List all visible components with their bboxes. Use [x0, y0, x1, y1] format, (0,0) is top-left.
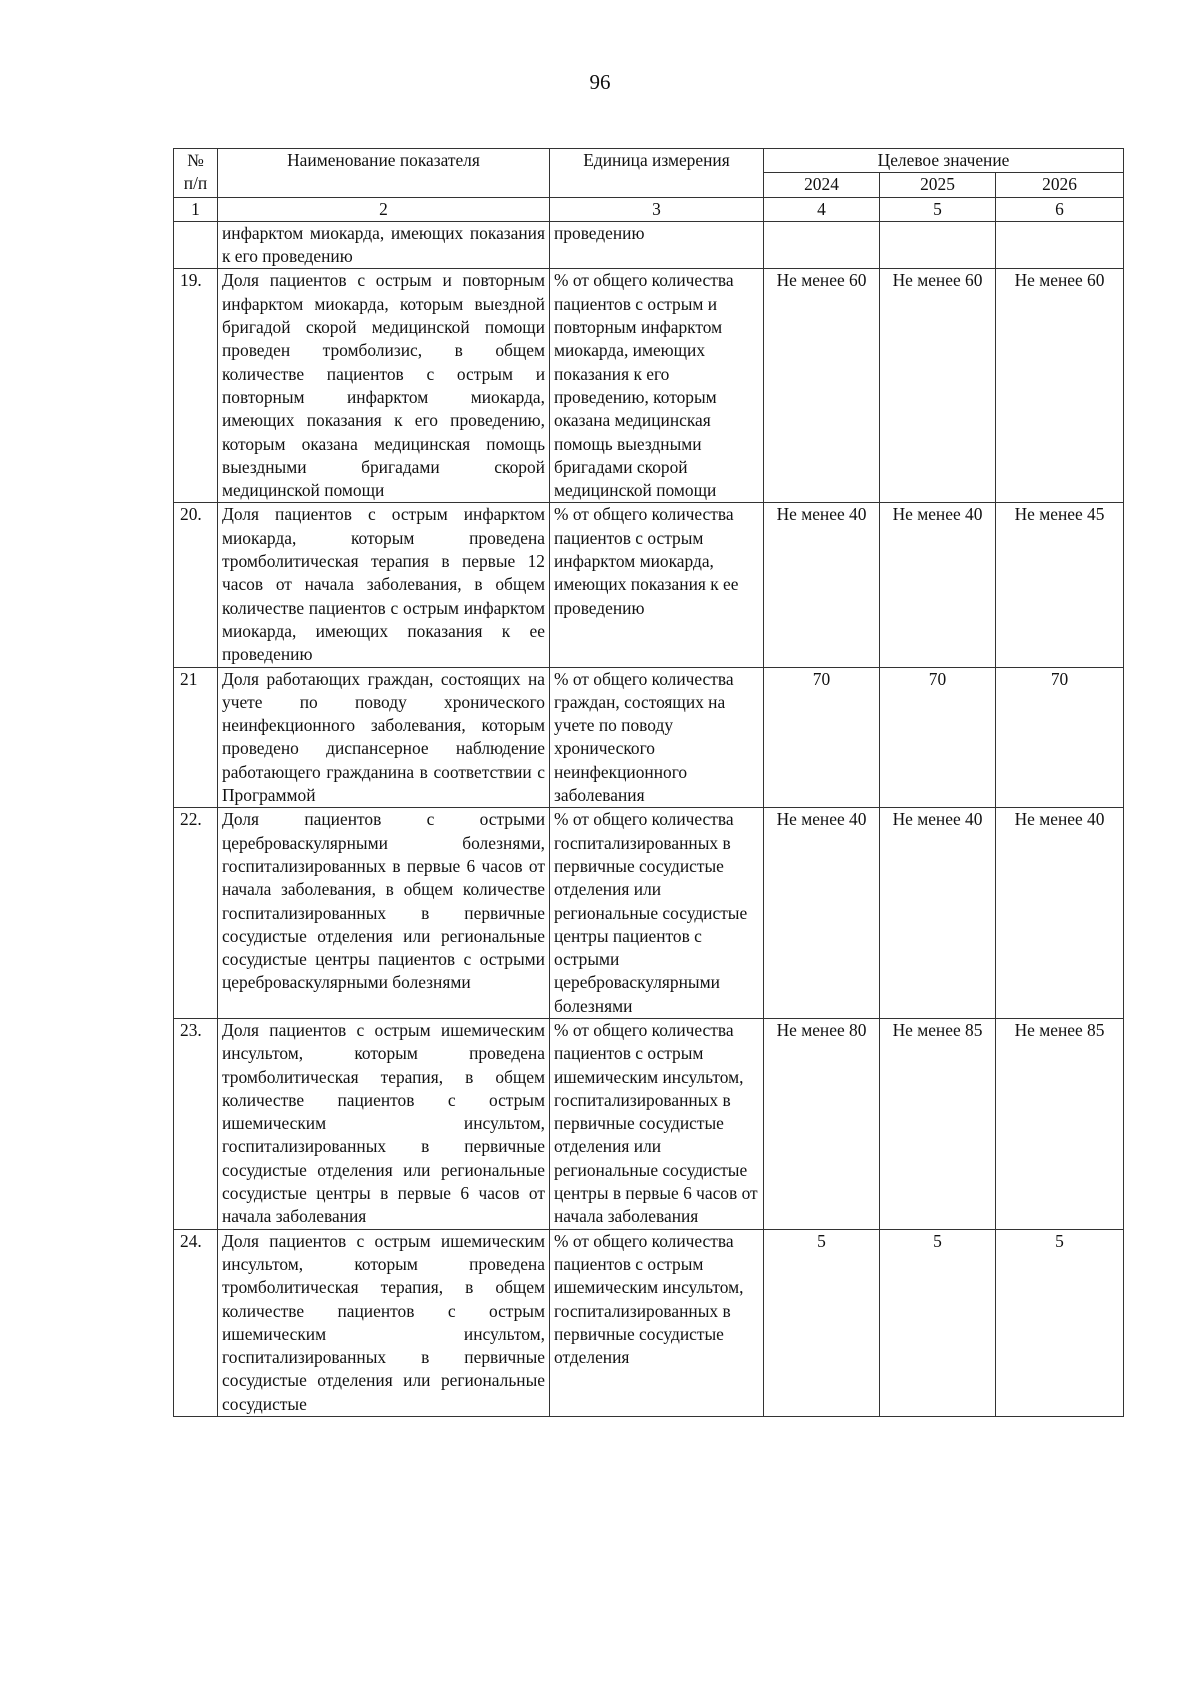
value-2024: Не менее 40	[764, 808, 880, 1019]
indicator-name: Доля пациентов с острым ишемическим инсультом, которым проведена тромболитическая терапия, в общем количестве пациентов с острым ишемическим инсультом, госпитализированных в первичные сосудистые отделения или региональные сосудистые	[218, 1229, 550, 1416]
value-2024: Не менее 60	[764, 269, 880, 503]
value-2025: Не менее 40	[880, 503, 996, 667]
column-index: 6	[996, 197, 1124, 221]
indicator-unit: % от общего количества граждан, состоящих на учете по поводу хронического неинфекционного заболевания	[550, 667, 764, 808]
indicator-unit: % от общего количества пациентов с острым ишемическим инсультом, госпитализированных в первичные сосудистые отделения	[550, 1229, 764, 1416]
value-2024	[764, 221, 880, 269]
row-num: 24.	[174, 1229, 218, 1416]
indicators-table	[173, 148, 1124, 1417]
column-index: 5	[880, 197, 996, 221]
indicator-unit: проведению	[550, 221, 764, 269]
value-2024: Не менее 40	[764, 503, 880, 667]
indicator-unit: % от общего количества госпитализированных в первичные сосудистые отделения или региональные сосудистые центры пациентов с острыми цереброваскулярными болезнями	[550, 808, 764, 1019]
row-num: 19.	[174, 269, 218, 503]
value-2024: 70	[764, 667, 880, 808]
value-2026: Не менее 85	[996, 1018, 1124, 1229]
indicator-name: инфарктом миокарда, имеющих показания к его проведению	[218, 221, 550, 269]
indicator-name: Доля пациентов с острым и повторным инфарктом миокарда, которым выездной бригадой скорой медицинской помощи проведен тромболизис, в общем количестве пациентов с острым и повторным инфарктом миокарда, имеющих показания к его проведению, которым оказана медицинская помощь выездными бригадами скорой медицинской помощи	[218, 269, 550, 503]
table-row	[174, 503, 1124, 667]
table-row	[174, 808, 1124, 1019]
value-2026: Не менее 40	[996, 808, 1124, 1019]
column-index: 3	[550, 197, 764, 221]
table-row	[174, 667, 1124, 808]
indicator-unit: % от общего количества пациентов с острым ишемическим инсультом, госпитализированных в первичные сосудистые отделения или региональные сосудистые центры в первые 6 часов от начала заболевания	[550, 1018, 764, 1229]
header-row	[174, 149, 1124, 173]
header-year-2025: 2025	[880, 173, 996, 197]
value-2024: Не менее 80	[764, 1018, 880, 1229]
header-year-2026: 2026	[996, 173, 1124, 197]
indicator-unit: % от общего количества пациентов с острым инфарктом миокарда, имеющих показания к ее проведению	[550, 503, 764, 667]
page-number: 96	[589, 70, 611, 94]
indicator-name: Доля работающих граждан, состоящих на учете по поводу хронического неинфекционного заболевания, которым проведено диспансерное наблюдение работающего гражданина в соответствии с Программой	[218, 667, 550, 808]
row-num: 23.	[174, 1018, 218, 1229]
indicator-name: Доля пациентов с острым ишемическим инсультом, которым проведена тромболитическая терапия, в общем количестве пациентов с острым ишемическим инсультом, госпитализированных в первичные сосудистые отделения или региональные сосудистые центры в первые 6 часов от начала заболевания	[218, 1018, 550, 1229]
header-num: № п/п	[174, 149, 218, 198]
value-2026	[996, 221, 1124, 269]
column-index: 2	[218, 197, 550, 221]
indicator-name: Доля пациентов с острыми цереброваскулярными болезнями, госпитализированных в первые 6 часов от начала заболевания, в общем количестве госпитализированных в первичные сосудистые отделения или региональные сосудистые центры пациентов с острыми цереброваскулярными болезнями	[218, 808, 550, 1019]
indicator-unit: % от общего количества пациентов с острым и повторным инфарктом миокарда, имеющих показания к его проведению, которым оказана медицинская помощь выездными бригадами скорой медицинской помощи	[550, 269, 764, 503]
row-num: 22.	[174, 808, 218, 1019]
header-unit: Единица измерения	[550, 149, 764, 198]
continuation-row	[174, 221, 1124, 269]
indicator-name: Доля пациентов с острым инфарктом миокарда, которым проведена тромболитическая терапия в первые 12 часов от начала заболевания, в общем количестве пациентов с острым инфарктом миокарда, имеющих показания к ее проведению	[218, 503, 550, 667]
value-2026: 5	[996, 1229, 1124, 1416]
header-target: Целевое значение	[764, 149, 1124, 173]
column-index-row	[174, 197, 1124, 221]
row-num	[174, 221, 218, 269]
column-index: 4	[764, 197, 880, 221]
value-2024: 5	[764, 1229, 880, 1416]
value-2025	[880, 221, 996, 269]
header-year-2024: 2024	[764, 173, 880, 197]
value-2026: 70	[996, 667, 1124, 808]
value-2025: Не менее 60	[880, 269, 996, 503]
column-index: 1	[174, 197, 218, 221]
value-2025: Не менее 85	[880, 1018, 996, 1229]
value-2026: Не менее 60	[996, 269, 1124, 503]
value-2025: Не менее 40	[880, 808, 996, 1019]
value-2025: 5	[880, 1229, 996, 1416]
row-num: 21	[174, 667, 218, 808]
header-name: Наименование показателя	[218, 149, 550, 198]
value-2025: 70	[880, 667, 996, 808]
row-num: 20.	[174, 503, 218, 667]
table-row	[174, 269, 1124, 503]
table-row	[174, 1018, 1124, 1229]
table-row	[174, 1229, 1124, 1416]
value-2026: Не менее 45	[996, 503, 1124, 667]
